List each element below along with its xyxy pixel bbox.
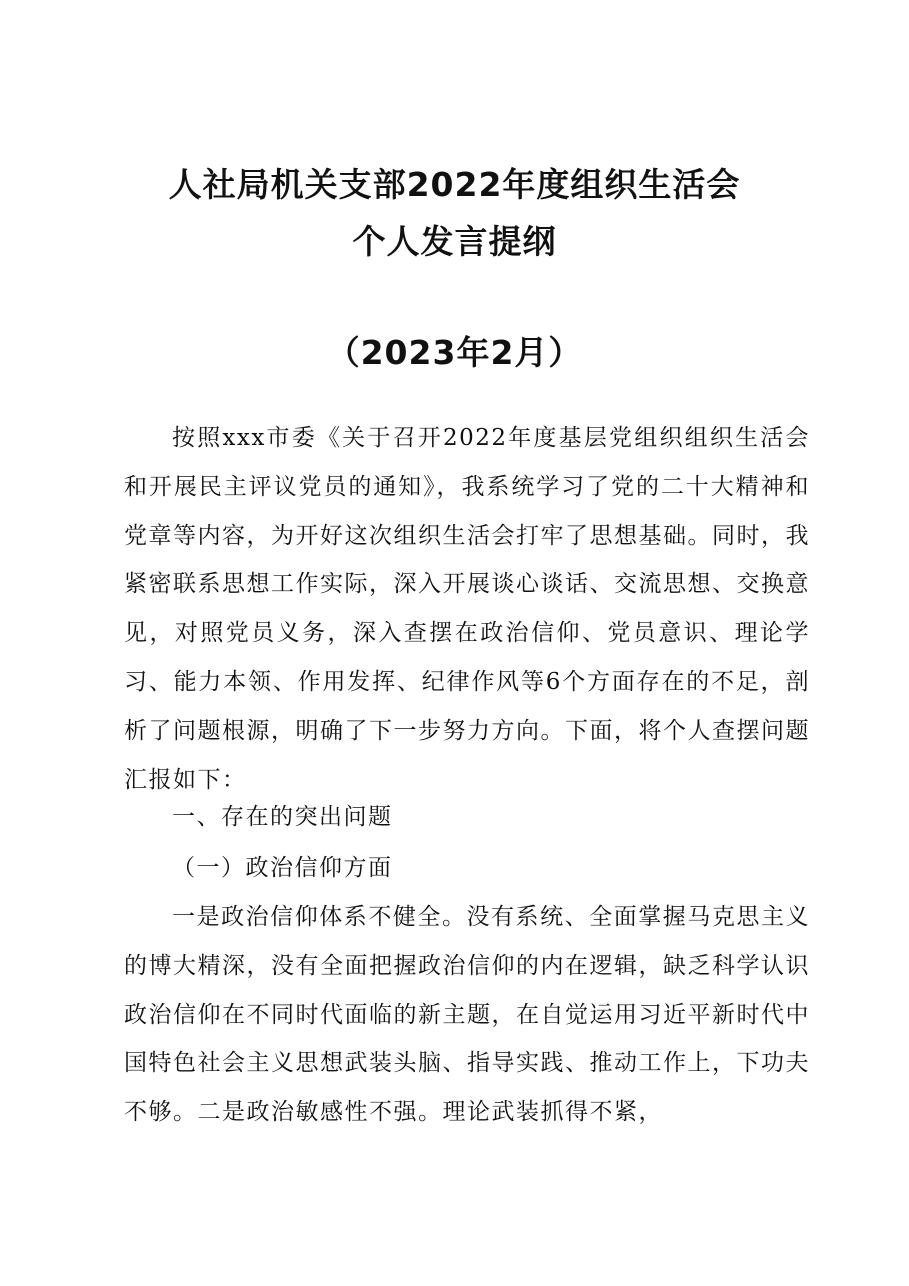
subsection-paragraph: 一是政治信仰体系不健全。没有系统、全面掌握马克思主义的博大精深，没有全面把握政治信仰的内在逻辑，缺乏科学认识政治信仰在不同时代面临的新主题，在自觉运用习近平新时代中国特色社会主义思想武装头脑、指导实践、推动工作上，下功夫不够。二是政治敏感性不强。理论武装抓得不紧， — [124, 904, 810, 1126]
document-subtitle: 个人发言提纲 — [352, 222, 557, 261]
section-heading: 一、存在的突出问题 — [172, 804, 393, 830]
intro-paragraph: 按照xxx市委《关于召开2022年度基层党组织组织生活会和开展民主评议党员的通知》，我系统学习了党的二十大精神和党章等内容，为开好这次组织生活会打牢了思想基础。同时，我紧密联系思想工作实际，深入开展谈心谈话、交流思想、交换意见，对照党员义务，深入查摆在政治信仰、党员意识、理论学习、能力本领、作用发挥、纪律作风等6个方面存在的不足，剖析了问题根源，明确了下一步努力方向。下面，将个人查摆问题汇报如下： — [124, 425, 810, 793]
document-title: 人社局机关支部2022年度组织生活会 — [168, 165, 741, 204]
document-date: （2023年2月） — [326, 333, 583, 372]
subsection-heading: （一）政治信仰方面 — [172, 855, 393, 881]
